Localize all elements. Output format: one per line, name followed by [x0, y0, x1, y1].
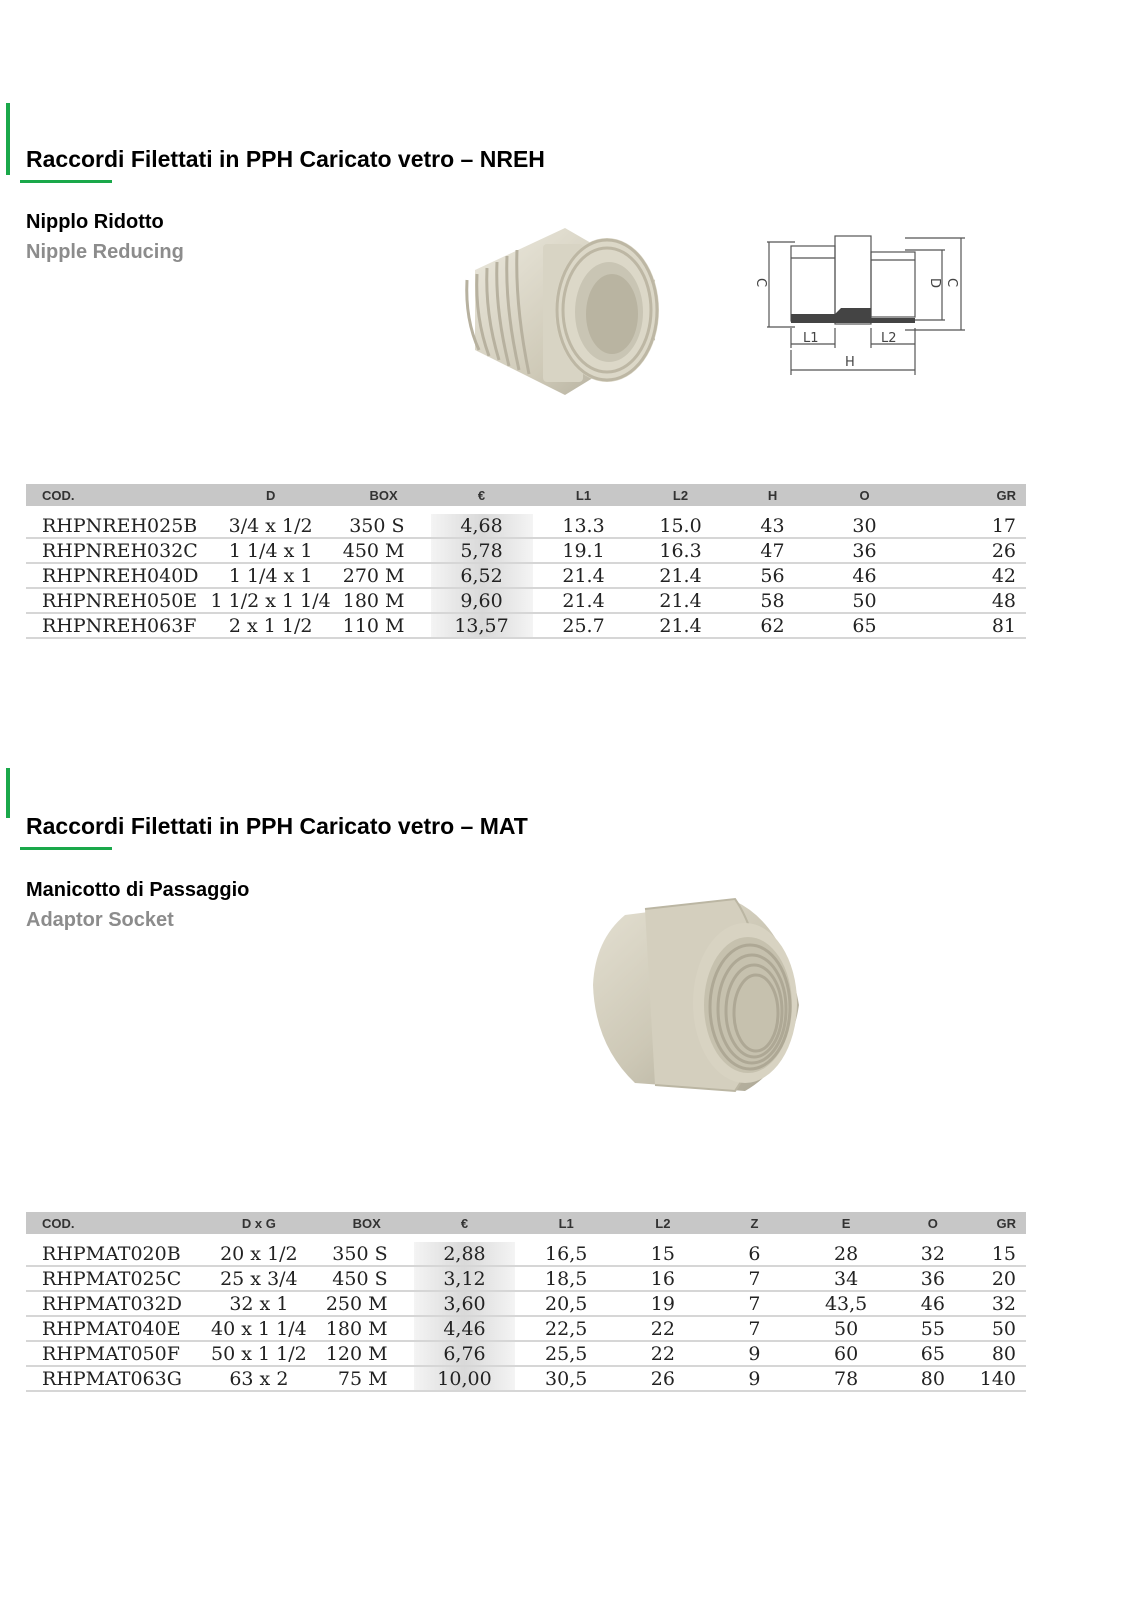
- table-header-row: [26, 484, 1026, 506]
- table-row: [26, 1316, 1026, 1341]
- cell-o: 36: [819, 538, 911, 563]
- table-row: [26, 1366, 1026, 1391]
- cell-box: 75 M: [320, 1366, 414, 1391]
- cell-l2: 16: [617, 1266, 709, 1291]
- cell-cod: RHPNREH050E: [26, 588, 205, 613]
- cell-cod: RHPMAT050F: [26, 1341, 198, 1366]
- product-name-en: Nipple Reducing: [26, 241, 184, 263]
- table-row: [26, 588, 1026, 613]
- cell-z: 7: [709, 1316, 801, 1341]
- col-header-h: H: [727, 484, 819, 506]
- cell-box: 450 M: [337, 538, 431, 563]
- col-header-o: O: [892, 1212, 974, 1234]
- cell-box: 180 M: [320, 1316, 414, 1341]
- cell-e: 60: [800, 1341, 892, 1366]
- cell-dxg: 32 x 1: [198, 1291, 320, 1316]
- col-header-d: D: [205, 484, 337, 506]
- cell-h: 47: [727, 538, 819, 563]
- nreh-spec-table: [26, 484, 1026, 639]
- cell-price: 6,76: [414, 1341, 516, 1366]
- cell-d: 2 x 1 1/2: [205, 613, 337, 638]
- cell-dxg: 40 x 1 1/4: [198, 1316, 320, 1341]
- cell-price: 2,88: [414, 1242, 516, 1266]
- col-header-box: BOX: [320, 1212, 414, 1234]
- cell-price: 10,00: [414, 1366, 516, 1391]
- cell-cod: RHPNREH063F: [26, 613, 205, 638]
- cell-price: 3,60: [414, 1291, 516, 1316]
- cell-o: 32: [892, 1242, 974, 1266]
- cell-o: 46: [819, 563, 911, 588]
- cell-z: 7: [709, 1266, 801, 1291]
- cell-dxg: 50 x 1 1/2: [198, 1341, 320, 1366]
- cell-dxg: 63 x 2: [198, 1366, 320, 1391]
- cell-box: 350 S: [337, 514, 431, 538]
- table-row: [26, 1266, 1026, 1291]
- product-name-en: Adaptor Socket: [26, 909, 174, 931]
- col-header-l2: L2: [635, 484, 727, 506]
- col-header-gr: GR: [911, 484, 1026, 506]
- cell-z: 6: [709, 1242, 801, 1266]
- cell-box: 270 M: [337, 563, 431, 588]
- cell-dxg: 20 x 1/2: [198, 1242, 320, 1266]
- cell-h: 58: [727, 588, 819, 613]
- cell-gr: 81: [911, 613, 1026, 638]
- cell-l1: 16,5: [515, 1242, 617, 1266]
- col-header-price: €: [414, 1212, 516, 1234]
- cell-gr: 15: [974, 1242, 1026, 1266]
- cell-o: 80: [892, 1366, 974, 1391]
- col-header-o: O: [819, 484, 911, 506]
- cell-o: 65: [892, 1341, 974, 1366]
- drawing-label-d: D: [927, 278, 942, 289]
- cell-gr: 20: [974, 1266, 1026, 1291]
- drawing-label-h: H: [845, 355, 855, 370]
- cell-e: 50: [800, 1316, 892, 1341]
- cell-gr: 42: [911, 563, 1026, 588]
- cell-l1: 21.4: [533, 588, 635, 613]
- cell-cod: RHPNREH040D: [26, 563, 205, 588]
- cell-z: 9: [709, 1366, 801, 1391]
- cell-price: 9,60: [431, 588, 533, 613]
- cell-o: 46: [892, 1291, 974, 1316]
- cell-d: 3/4 x 1/2: [205, 514, 337, 538]
- cell-cod: RHPMAT025C: [26, 1266, 198, 1291]
- nipple-reducing-photo: [455, 210, 665, 405]
- cell-l1: 22,5: [515, 1316, 617, 1341]
- nipple-technical-drawing: [755, 230, 970, 390]
- col-header-cod: COD.: [26, 1212, 198, 1234]
- cell-o: 36: [892, 1266, 974, 1291]
- cell-gr: 17: [911, 514, 1026, 538]
- col-header-l1: L1: [533, 484, 635, 506]
- cell-gr: 32: [974, 1291, 1026, 1316]
- cell-price: 13,57: [431, 613, 533, 638]
- cell-o: 55: [892, 1316, 974, 1341]
- cell-l2: 22: [617, 1341, 709, 1366]
- col-header-gr: GR: [974, 1212, 1026, 1234]
- cell-d: 1 1/2 x 1 1/4: [205, 588, 337, 613]
- cell-z: 9: [709, 1341, 801, 1366]
- col-header-price: €: [431, 484, 533, 506]
- cell-gr: 80: [974, 1341, 1026, 1366]
- cell-price: 6,52: [431, 563, 533, 588]
- cell-box: 180 M: [337, 588, 431, 613]
- cell-l1: 20,5: [515, 1291, 617, 1316]
- table-row: [26, 514, 1026, 538]
- cell-l2: 19: [617, 1291, 709, 1316]
- cell-e: 43,5: [800, 1291, 892, 1316]
- drawing-label-c-right: C: [944, 278, 959, 288]
- cell-l2: 26: [617, 1366, 709, 1391]
- col-header-box: BOX: [337, 484, 431, 506]
- cell-dxg: 25 x 3/4: [198, 1266, 320, 1291]
- section-accent-horizontal: [20, 847, 112, 850]
- cell-gr: 48: [911, 588, 1026, 613]
- cell-e: 28: [800, 1242, 892, 1266]
- cell-z: 7: [709, 1291, 801, 1316]
- cell-price: 5,78: [431, 538, 533, 563]
- table-header-row: [26, 1212, 1026, 1234]
- section-accent-horizontal: [20, 180, 112, 183]
- cell-cod: RHPMAT032D: [26, 1291, 198, 1316]
- col-header-l1: L1: [515, 1212, 617, 1234]
- cell-o: 50: [819, 588, 911, 613]
- cell-e: 34: [800, 1266, 892, 1291]
- drawing-label-c-left: C: [753, 278, 768, 288]
- cell-h: 62: [727, 613, 819, 638]
- table-row: [26, 1291, 1026, 1316]
- cell-d: 1 1/4 x 1: [205, 538, 337, 563]
- cell-d: 1 1/4 x 1: [205, 563, 337, 588]
- table-row: [26, 613, 1026, 638]
- col-header-dxg: D x G: [198, 1212, 320, 1234]
- cell-gr: 140: [974, 1366, 1026, 1391]
- cell-l2: 16.3: [635, 538, 727, 563]
- cell-box: 110 M: [337, 613, 431, 638]
- section-accent-vertical: [6, 103, 10, 175]
- cell-l1: 13.3: [533, 514, 635, 538]
- cell-e: 78: [800, 1366, 892, 1391]
- drawing-label-l1: L1: [803, 331, 819, 346]
- cell-l1: 25,5: [515, 1341, 617, 1366]
- cell-box: 450 S: [320, 1266, 414, 1291]
- product-name-it: Manicotto di Passaggio: [26, 879, 250, 901]
- cell-o: 65: [819, 613, 911, 638]
- cell-l2: 21.4: [635, 588, 727, 613]
- cell-box: 250 M: [320, 1291, 414, 1316]
- cell-price: 4,46: [414, 1316, 516, 1341]
- cell-price: 4,68: [431, 514, 533, 538]
- table-row: [26, 563, 1026, 588]
- cell-h: 56: [727, 563, 819, 588]
- cell-cod: RHPMAT063G: [26, 1366, 198, 1391]
- col-header-cod: COD.: [26, 484, 205, 506]
- cell-l2: 21.4: [635, 563, 727, 588]
- product-name-it: Nipplo Ridotto: [26, 211, 164, 233]
- cell-gr: 26: [911, 538, 1026, 563]
- cell-l2: 22: [617, 1316, 709, 1341]
- col-header-l2: L2: [617, 1212, 709, 1234]
- cell-h: 43: [727, 514, 819, 538]
- cell-price: 3,12: [414, 1266, 516, 1291]
- cell-box: 120 M: [320, 1341, 414, 1366]
- cell-l1: 30,5: [515, 1366, 617, 1391]
- table-row: [26, 1242, 1026, 1266]
- section-title: Raccordi Filettati in PPH Caricato vetro – MAT: [26, 813, 528, 839]
- cell-cod: RHPNREH032C: [26, 538, 205, 563]
- cell-l1: 21.4: [533, 563, 635, 588]
- cell-box: 350 S: [320, 1242, 414, 1266]
- col-header-e: E: [800, 1212, 892, 1234]
- adaptor-socket-photo: [585, 895, 815, 1095]
- cell-l1: 18,5: [515, 1266, 617, 1291]
- cell-o: 30: [819, 514, 911, 538]
- cell-l1: 25.7: [533, 613, 635, 638]
- cell-l2: 15.0: [635, 514, 727, 538]
- cell-l2: 21.4: [635, 613, 727, 638]
- cell-cod: RHPNREH025B: [26, 514, 205, 538]
- table-row: [26, 538, 1026, 563]
- table-row: [26, 1341, 1026, 1366]
- mat-spec-table: [26, 1212, 1026, 1392]
- cell-l2: 15: [617, 1242, 709, 1266]
- cell-cod: RHPMAT020B: [26, 1242, 198, 1266]
- col-header-z: Z: [709, 1212, 801, 1234]
- section-accent-vertical: [6, 768, 10, 818]
- cell-l1: 19.1: [533, 538, 635, 563]
- section-title: Raccordi Filettati in PPH Caricato vetro – NREH: [26, 146, 545, 172]
- cell-gr: 50: [974, 1316, 1026, 1341]
- cell-cod: RHPMAT040E: [26, 1316, 198, 1341]
- drawing-label-l2: L2: [881, 331, 897, 346]
